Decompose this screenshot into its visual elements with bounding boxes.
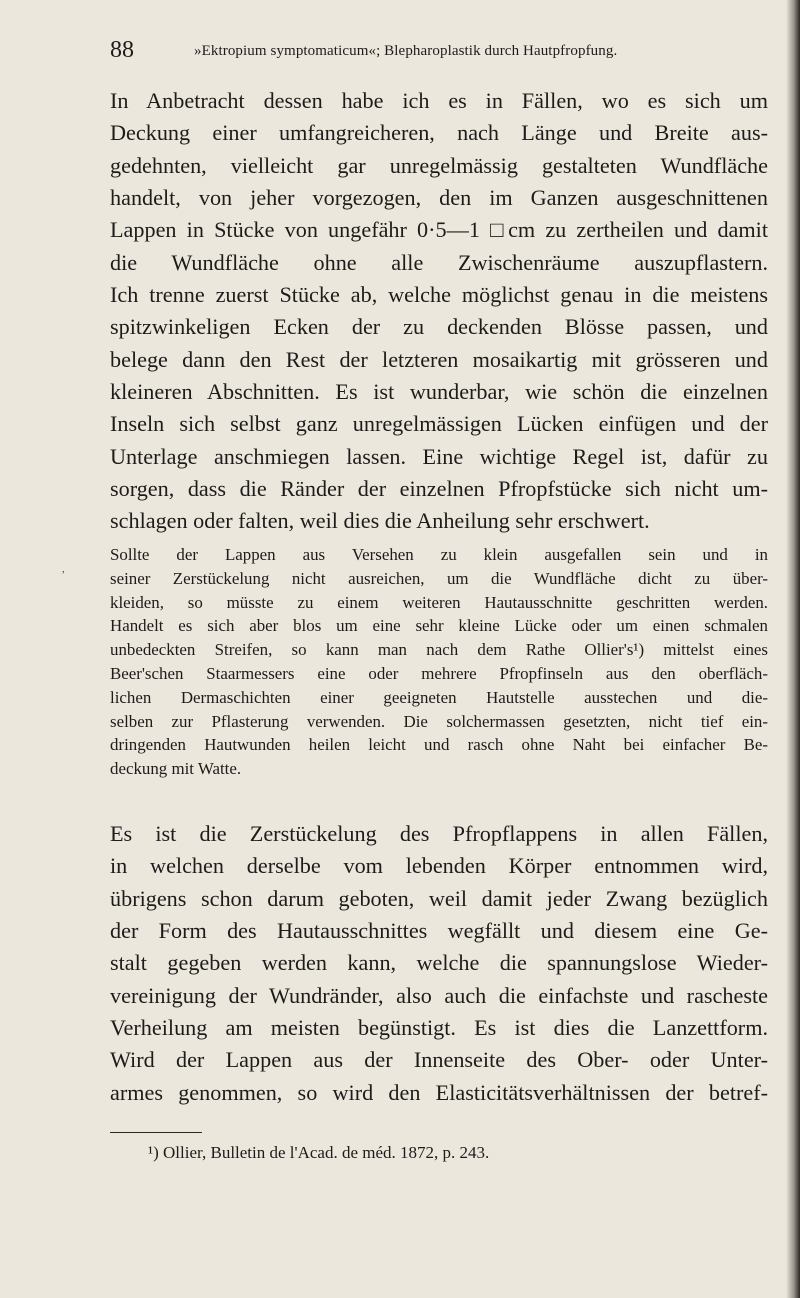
paragraph-line: Es ist die Zerstückelung des Pfropflappens in allen Fällen, [110, 821, 768, 846]
page-edge-shadow [786, 0, 800, 1298]
paragraph-line: kleineren Abschnitten. Es ist wunderbar, wie schön die einzelnen [110, 379, 768, 405]
paragraph-line: übrigens schon darum geboten, weil damit jeder Zwang bezüglich [110, 885, 768, 911]
paragraph-line: sorgen, dass die Ränder der einzelnen Pfropfstücke sich nicht um- [110, 476, 768, 502]
paragraph-line: Ich trenne zuerst Stücke ab, welche möglichst genau in die meistens [110, 282, 768, 308]
paragraph-line: lichen Dermaschichten einer geeigneten Hautstelle ausstechen und die- [110, 687, 768, 707]
paragraph-line: dringenden Hautwunden heilen leicht und rasch ohne Naht bei einfacher Be- [110, 735, 768, 755]
paragraph-line: seiner Zerstückelung nicht ausreichen, um die Wundfläche dicht zu über- [110, 568, 768, 588]
paragraph-line: Lappen in Stücke von ungefähr 0·5—1 □cm zu zertheilen und damit [110, 217, 768, 243]
paragraph-line: In Anbetracht dessen habe ich es in Fällen, wo es sich um [110, 88, 768, 113]
footnote: ¹) Ollier, Bulletin de l'Acad. de méd. 1872, p. 243. [148, 1143, 490, 1162]
paragraph-line: schlagen oder falten, weil dies die Anheilung sehr erschwert. [110, 508, 650, 534]
paragraph-line: Handelt es sich aber blos um eine sehr kleine Lücke oder um einen schmalen [110, 616, 768, 636]
paragraph-line: die Wundfläche ohne alle Zwischenräume auszupflastern. [110, 249, 768, 275]
page-header [110, 36, 770, 66]
paragraph-line: Beer'schen Staarmessers eine oder mehrere Pfropfinseln aus den oberfläch- [110, 663, 768, 683]
paragraph-line: deckung mit Watte. [110, 759, 242, 779]
paragraph-line: handelt, von jeher vorgezogen, den im Ganzen ausgeschnittenen [110, 185, 768, 211]
running-head: »Ektropium symptomaticum«; Blepharoplastik durch Hautpfropfung. [194, 43, 618, 59]
paragraph-line: Sollte der Lappen aus Versehen zu klein ausgefallen sein und in [110, 545, 768, 564]
paragraph-line: Deckung einer umfangreicheren, nach Länge und Breite aus- [110, 120, 768, 146]
paragraph-line: unbedeckten Streifen, so kann man nach dem Rathe Ollier's¹) mittelst eines [110, 640, 768, 660]
paragraph-line: kleiden, so müsste zu einem weiteren Hautausschnitte geschritten werden. [110, 592, 768, 612]
paragraph-line: Unterlage anschmiegen lassen. Eine wichtige Regel ist, dafür zu [110, 443, 768, 469]
paragraph-line: belege dann den Rest der letzteren mosaikartig mit grösseren und [110, 346, 768, 372]
paragraph-3 [110, 818, 768, 1109]
paragraph-line: armes genommen, so wird den Elasticitätsverhältnissen der betref- [110, 1079, 768, 1105]
paragraph-line: Verheilung am meisten begünstigt. Es ist dies die Lanzettform. [110, 1015, 768, 1041]
paragraph-line: stalt gegeben werden kann, welche die spannungslose Wieder- [110, 950, 768, 976]
paragraph-line: gedehnten, vielleicht gar unregelmässig gestalteten Wundfläche [110, 152, 768, 178]
paragraph-line: spitzwinkeligen Ecken der zu deckenden Blösse passen, und [110, 314, 768, 340]
paragraph-line: Wird der Lappen aus der Innenseite des Ober- oder Unter- [110, 1047, 768, 1073]
margin-mark: , [62, 563, 65, 575]
paragraph-line: vereinigung der Wundränder, also auch die einfachste und rascheste [110, 982, 768, 1008]
paragraph-line: selben zur Pflasterung verwenden. Die solchermassen gesetzten, nicht tief ein- [110, 711, 768, 731]
paragraph-line: Inseln sich selbst ganz unregelmässigen Lücken einfügen und der [110, 411, 768, 437]
paragraph-line: in welchen derselbe vom lebenden Körper entnommen wird, [110, 853, 768, 879]
page-number: 88 [110, 37, 134, 63]
paragraph-2-small-print [110, 543, 768, 781]
footnote-divider [110, 1132, 202, 1133]
paragraph-line: der Form des Hautausschnittes wegfällt und diesem eine Ge- [110, 918, 768, 944]
paragraph-1 [110, 85, 768, 538]
